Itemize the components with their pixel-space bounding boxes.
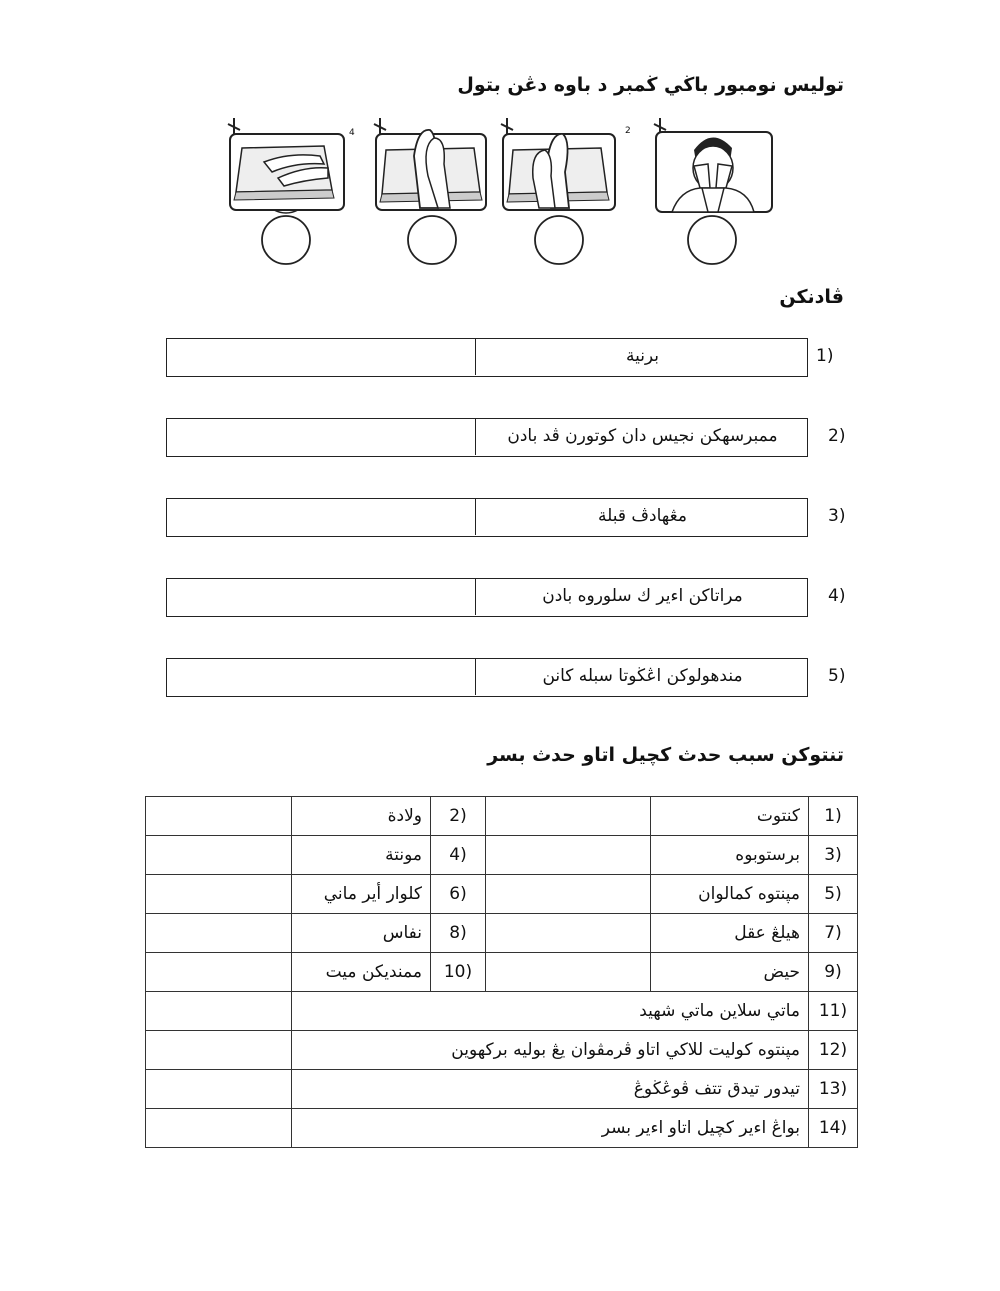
item-number: 9)	[809, 953, 858, 992]
item-number: 14)	[809, 1109, 858, 1148]
answer-cell[interactable]	[486, 836, 651, 875]
table-row	[146, 1109, 858, 1148]
order-row-3	[166, 498, 808, 536]
hadas-table	[145, 796, 858, 1148]
item-number: 8)	[431, 914, 486, 953]
item-number: 10)	[431, 953, 486, 992]
figure-face-covered	[650, 116, 774, 266]
figure-hands-raised-right	[370, 116, 494, 266]
table-row	[146, 1070, 858, 1109]
item-text: حيض	[651, 953, 809, 992]
section-title-order: ڤادنكن	[779, 286, 844, 308]
item-number: 12)	[809, 1031, 858, 1070]
table-row	[146, 914, 858, 953]
order-text: مراتاكن اءير ك سلوروه بادن	[542, 586, 743, 606]
item-number: 7)	[809, 914, 858, 953]
figure-hands-on-tray	[224, 116, 348, 266]
answer-cell[interactable]	[146, 1031, 292, 1070]
answer-cell[interactable]	[146, 875, 292, 914]
order-text: مڠهادڤ قبلة	[598, 506, 687, 526]
order-text: ممبرسهكن نجيس دان كوتورن ڤد بادن	[507, 426, 778, 446]
item-number: 4)	[431, 836, 486, 875]
answer-cell[interactable]	[486, 875, 651, 914]
table-row	[146, 1031, 858, 1070]
item-text: هيلڠ عقل	[651, 914, 809, 953]
section-title-figures: توليس نومبور باڬي ڬمبر د باوه دڠن بتول	[457, 74, 844, 96]
item-text: ممنديكن ميت	[292, 953, 431, 992]
order-row-1	[166, 338, 808, 376]
item-text: كنتوت	[651, 797, 809, 836]
order-number: 3)	[828, 506, 846, 526]
item-text: مڽنتوه كمالوان	[651, 875, 809, 914]
answer-cell[interactable]	[146, 1070, 292, 1109]
answer-box[interactable]	[166, 498, 476, 535]
figure-label-4: 4	[349, 128, 355, 138]
item-number: 11)	[809, 992, 858, 1031]
answer-cell[interactable]	[486, 914, 651, 953]
answer-cell[interactable]	[486, 953, 651, 992]
item-number: 13)	[809, 1070, 858, 1109]
table-row	[146, 875, 858, 914]
answer-cell[interactable]	[146, 992, 292, 1031]
answer-cell[interactable]	[146, 914, 292, 953]
answer-box[interactable]	[166, 578, 476, 615]
answer-cell[interactable]	[146, 797, 292, 836]
answer-box[interactable]	[166, 658, 476, 695]
section-title-hadas: تنتوكن سبب حدث كچيل اتاو حدث بسر	[487, 744, 844, 766]
item-text: كلوار أير ماني	[292, 875, 431, 914]
table-row	[146, 797, 858, 836]
item-text: ماتي سلاين ماتي شهيد	[292, 992, 809, 1031]
item-number: 3)	[809, 836, 858, 875]
order-number: 1)	[816, 346, 834, 366]
order-text: مندهولوكن اڠڬوتا سبله كانن	[542, 666, 743, 686]
item-text: برستوبوه	[651, 836, 809, 875]
item-text: نفاس	[292, 914, 431, 953]
answer-cell[interactable]	[146, 953, 292, 992]
order-row-2	[166, 418, 808, 456]
answer-box[interactable]	[166, 338, 476, 375]
order-number: 5)	[828, 666, 846, 686]
answer-cell[interactable]	[146, 836, 292, 875]
item-number: 5)	[809, 875, 858, 914]
order-row-4	[166, 578, 808, 616]
item-number: 6)	[431, 875, 486, 914]
answer-cell[interactable]	[486, 797, 651, 836]
item-text: مڽنتوه كوليت للاكي اتاو ڤرمڤوان يڠ بوليه بركهوين	[292, 1031, 809, 1070]
table-row	[146, 836, 858, 875]
item-text: ولادة	[292, 797, 431, 836]
item-number: 2)	[431, 797, 486, 836]
item-text: تيدور تيدق تتف ڤوڠڬوڠ	[292, 1070, 809, 1109]
order-text: برنية	[625, 346, 660, 366]
item-number: 1)	[809, 797, 858, 836]
order-number: 2)	[828, 426, 846, 446]
figure-label-2: 2	[625, 126, 631, 136]
answer-box[interactable]	[166, 418, 476, 455]
answer-cell[interactable]	[146, 1109, 292, 1148]
item-text: بواڠ اءير كچيل اتاو اءير بسر	[292, 1109, 809, 1148]
table-row	[146, 953, 858, 992]
figure-hands-raised-left	[497, 116, 621, 266]
order-row-5	[166, 658, 808, 696]
table-row	[146, 992, 858, 1031]
order-number: 4)	[828, 586, 846, 606]
item-text: مونتة	[292, 836, 431, 875]
